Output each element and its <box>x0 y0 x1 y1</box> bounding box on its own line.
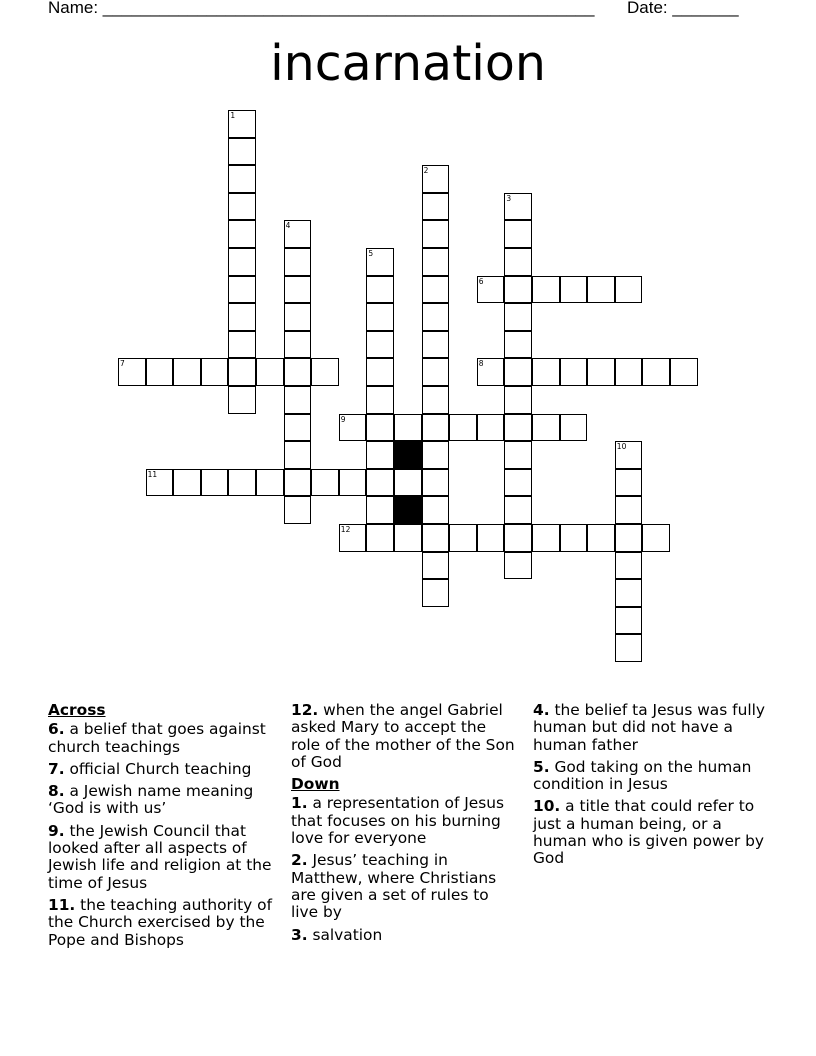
cell-number: 5 <box>368 249 374 258</box>
across-clue-12 <box>291 702 516 771</box>
grid-cell[interactable] <box>422 165 450 193</box>
grid-cell[interactable] <box>228 248 256 276</box>
grid-cell[interactable] <box>366 524 394 552</box>
across-clue-11 <box>48 897 273 949</box>
grid-cell[interactable] <box>532 524 560 552</box>
grid-cell[interactable] <box>504 469 532 497</box>
clue-number: 5. <box>533 757 550 776</box>
clue-number: 1. <box>291 794 308 813</box>
down-clue-10 <box>533 798 773 867</box>
cell-number: 3 <box>506 193 512 203</box>
clues-column-2 <box>291 702 516 949</box>
grid-cell[interactable] <box>284 441 312 469</box>
grid-cell[interactable] <box>228 165 256 193</box>
grid-cell[interactable] <box>587 358 615 386</box>
grid-cell[interactable] <box>615 607 643 635</box>
clues-column-1 <box>48 702 273 954</box>
grid-cell[interactable] <box>615 524 643 552</box>
grid-cell[interactable] <box>394 414 422 442</box>
grid-cell[interactable] <box>449 524 477 552</box>
clue-text: a title that could refer to just a human being, or a human who is given power by God <box>533 797 765 868</box>
grid-cell[interactable] <box>284 386 312 414</box>
grid-block <box>394 496 422 524</box>
grid-cell[interactable] <box>477 276 505 304</box>
grid-cell[interactable] <box>560 358 588 386</box>
clue-text: a Jewish name meaning ‘God is with us’ <box>48 782 254 818</box>
grid-cell[interactable] <box>422 248 450 276</box>
grid-cell[interactable] <box>504 220 532 248</box>
clue-number: 2. <box>291 851 308 870</box>
grid-cell[interactable] <box>504 414 532 442</box>
grid-cell[interactable] <box>642 524 670 552</box>
across-clue-8 <box>48 783 273 818</box>
grid-cell[interactable] <box>311 469 339 497</box>
grid-cell[interactable] <box>532 414 560 442</box>
clue-number: 9. <box>48 821 65 840</box>
grid-cell[interactable] <box>339 524 367 552</box>
down-clue-4 <box>533 702 773 754</box>
grid-cell[interactable] <box>228 469 256 497</box>
grid-cell[interactable] <box>366 469 394 497</box>
grid-cell[interactable] <box>394 469 422 497</box>
grid-cell[interactable] <box>449 414 477 442</box>
grid-cell[interactable] <box>670 358 698 386</box>
grid-cell[interactable] <box>146 469 174 497</box>
name-field[interactable]: Name: ____________________________________________________ <box>48 0 595 17</box>
clue-text: salvation <box>307 925 383 944</box>
grid-cell[interactable] <box>615 552 643 580</box>
grid-cell[interactable] <box>504 496 532 524</box>
clue-number: 10. <box>533 797 561 816</box>
cell-number: 12 <box>340 525 351 534</box>
grid-cell[interactable] <box>422 552 450 580</box>
grid-cell[interactable] <box>228 331 256 359</box>
clue-text: official Church teaching <box>64 759 252 778</box>
cell-number: 2 <box>423 166 429 176</box>
grid-cell[interactable] <box>560 524 588 552</box>
across-heading: Across <box>48 701 106 719</box>
grid-cell[interactable] <box>422 303 450 331</box>
grid-cell[interactable] <box>422 414 450 442</box>
clue-text: a belief that goes against church teachings <box>48 720 266 756</box>
grid-cell[interactable] <box>284 469 312 497</box>
clue-text: the belief ta Jesus was fully human but did not have a human father <box>533 701 765 754</box>
grid-cell[interactable] <box>422 193 450 221</box>
grid-cell[interactable] <box>504 276 532 304</box>
grid-cell[interactable] <box>615 496 643 524</box>
grid-cell[interactable] <box>422 386 450 414</box>
cell-number: 7 <box>120 359 125 369</box>
down-clue-2 <box>291 852 516 921</box>
grid-cell[interactable] <box>366 276 394 304</box>
grid-cell[interactable] <box>201 469 229 497</box>
down-clue-5 <box>533 759 773 794</box>
grid-cell[interactable] <box>615 358 643 386</box>
grid-cell[interactable] <box>532 358 560 386</box>
grid-cell[interactable] <box>504 524 532 552</box>
grid-cell[interactable] <box>422 441 450 469</box>
date-field[interactable]: Date: _______ <box>627 0 739 17</box>
grid-cell[interactable] <box>228 193 256 221</box>
grid-cell[interactable] <box>284 331 312 359</box>
cell-number: 4 <box>285 221 291 231</box>
grid-cell[interactable] <box>366 386 394 414</box>
across-clue-9 <box>48 823 273 892</box>
grid-cell[interactable] <box>587 524 615 552</box>
grid-cell[interactable] <box>504 552 532 580</box>
grid-cell[interactable] <box>228 110 256 138</box>
grid-cell[interactable] <box>504 248 532 276</box>
grid-cell[interactable] <box>366 331 394 359</box>
grid-block <box>394 441 422 469</box>
clue-text: when the angel Gabriel asked Mary to accept the role of the mother of the Son of God <box>291 701 515 771</box>
grid-cell[interactable] <box>504 331 532 359</box>
grid-cell[interactable] <box>284 496 312 524</box>
grid-cell[interactable] <box>146 358 174 386</box>
clue-number: 3. <box>291 925 308 944</box>
grid-cell[interactable] <box>228 386 256 414</box>
clues-column-3 <box>533 702 773 873</box>
clue-number: 8. <box>48 782 65 801</box>
cell-number: 6 <box>478 276 484 286</box>
clue-text: the Jewish Council that looked after all aspects of Jewish life and religion at the time of Jesus <box>48 821 272 892</box>
grid-cell[interactable] <box>228 138 256 166</box>
grid-cell[interactable] <box>256 358 284 386</box>
clue-text: the teaching authority of the Church exercised by the Pope and Bishops <box>48 895 273 949</box>
grid-cell[interactable] <box>477 524 505 552</box>
grid-cell[interactable] <box>173 469 201 497</box>
grid-cell[interactable] <box>339 414 367 442</box>
clue-number: 7. <box>48 759 65 778</box>
grid-cell[interactable] <box>504 441 532 469</box>
cell-number: 8 <box>478 359 484 369</box>
grid-cell[interactable] <box>394 524 422 552</box>
grid-cell[interactable] <box>201 358 229 386</box>
grid-cell[interactable] <box>587 276 615 304</box>
grid-cell[interactable] <box>504 386 532 414</box>
cell-number: 10 <box>616 442 627 452</box>
cell-number: 9 <box>340 414 346 424</box>
grid-cell[interactable] <box>422 358 450 386</box>
grid-cell[interactable] <box>422 276 450 304</box>
puzzle-title: incarnation <box>270 35 546 92</box>
grid-cell[interactable] <box>284 248 312 276</box>
clue-number: 6. <box>48 720 65 739</box>
clue-text: a representation of Jesus that focuses on his burning love for everyone <box>291 794 505 848</box>
grid-cell[interactable] <box>284 276 312 304</box>
grid-cell[interactable] <box>228 303 256 331</box>
clue-number: 11. <box>48 895 76 914</box>
cell-number: 1 <box>230 111 236 120</box>
grid-cell[interactable] <box>173 358 201 386</box>
grid-cell[interactable] <box>366 358 394 386</box>
grid-cell[interactable] <box>504 193 532 221</box>
grid-cell[interactable] <box>228 276 256 304</box>
grid-cell[interactable] <box>642 358 670 386</box>
grid-cell[interactable] <box>422 496 450 524</box>
grid-cell[interactable] <box>422 579 450 607</box>
grid-cell[interactable] <box>477 358 505 386</box>
grid-cell[interactable] <box>284 303 312 331</box>
grid-cell[interactable] <box>228 220 256 248</box>
cell-number: 11 <box>147 469 158 479</box>
grid-cell[interactable] <box>422 220 450 248</box>
grid-cell[interactable] <box>422 469 450 497</box>
grid-cell[interactable] <box>615 276 643 304</box>
grid-cell[interactable] <box>422 331 450 359</box>
down-clue-1 <box>291 795 516 847</box>
grid-cell[interactable] <box>366 303 394 331</box>
grid-cell[interactable] <box>615 469 643 497</box>
grid-cell[interactable] <box>118 358 146 386</box>
clue-number: 4. <box>533 701 550 719</box>
clue-text: God taking on the human condition in Jesus <box>533 757 752 794</box>
grid-cell[interactable] <box>366 414 394 442</box>
grid-cell[interactable] <box>477 414 505 442</box>
grid-cell[interactable] <box>615 634 643 662</box>
grid-cell[interactable] <box>560 276 588 304</box>
across-clue-6 <box>48 721 273 756</box>
grid-cell[interactable] <box>504 358 532 386</box>
grid-cell[interactable] <box>366 496 394 524</box>
grid-cell[interactable] <box>284 358 312 386</box>
across-clue-7 <box>48 761 273 778</box>
grid-cell[interactable] <box>532 276 560 304</box>
grid-cell[interactable] <box>366 248 394 276</box>
down-heading: Down <box>291 775 340 794</box>
grid-cell[interactable] <box>256 469 284 497</box>
grid-cell[interactable] <box>228 358 256 386</box>
grid-cell[interactable] <box>422 524 450 552</box>
grid-cell[interactable] <box>366 441 394 469</box>
grid-cell[interactable] <box>311 358 339 386</box>
grid-cell[interactable] <box>615 579 643 607</box>
grid-cell[interactable] <box>284 220 312 248</box>
clue-text: Jesus’ teaching in Matthew, where Christians are given a set of rules to live by <box>291 851 497 922</box>
clue-number: 12. <box>291 701 319 719</box>
grid-cell[interactable] <box>284 414 312 442</box>
grid-cell[interactable] <box>615 441 643 469</box>
grid-cell[interactable] <box>560 414 588 442</box>
down-clue-3 <box>291 927 516 944</box>
grid-cell[interactable] <box>504 303 532 331</box>
grid-cell[interactable] <box>339 469 367 497</box>
